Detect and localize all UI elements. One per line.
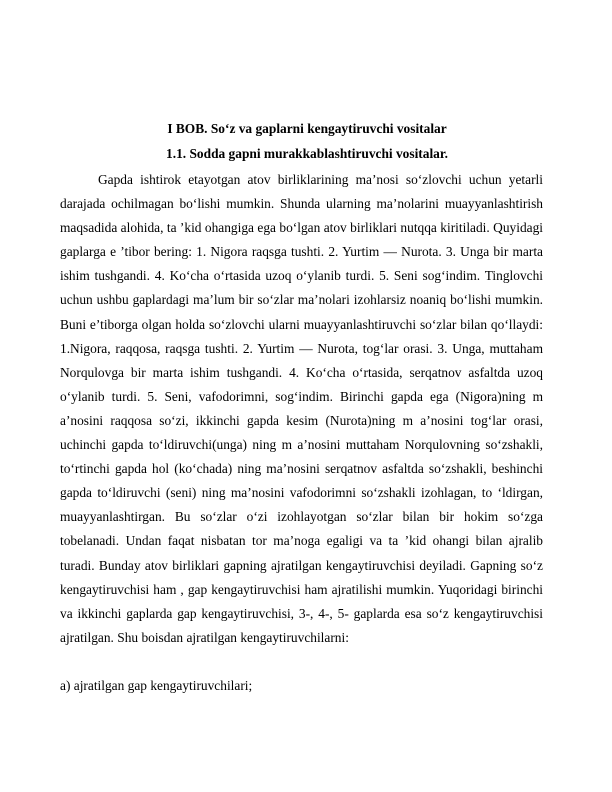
body-paragraph: Gapda ishtirok etayotgan atov birliklarining ma’nosi so‘zlovchi uchun yetarli darajada ochilmagan bo‘lishi mumkin. Shunda ularning ma’nolarini muayyanlashtirish maqsadida alohida, ta ’kid ohangiga ega bo‘lgan atov birliklari nutqqa kiritiladi. Quyidagi gaplarga e ’tibor bering: 1. Nigora raqsga tushti. 2. Yurtim — Nurota. 3. Unga bir marta ishim tushgandi. 4. Ko‘cha o‘rtasida uzoq o‘ylanib turdi. 5. Seni sog‘indim. Tinglovchi uchun ushbu gaplardagi ma’lum bir so‘zlar ma’nolari izohlarsiz noaniq bo‘lishi mumkin. Buni e’tiborga olgan holda so‘zlovchi ularni muayyanlashtiruvchi so‘zlar bilan qo‘llaydi: 1.Nigora, raqqosa, raqsga tushti. 2. Yurtim — Nurota, tog‘lar orasi. 3. Unga, muttaham Norqulovga bir marta ishim tushgandi. 4. Ko‘cha o‘rtasida, serqatnov asfaltda uzoq o‘ylanib turdi. 5. Seni, vafodorimni, sog‘indim. Birinchi gapda ega (Nigora)ning m a’nosini raqqosa so‘zi, ikkinchi gapda kesim (Nurota)ning m a’nosini tog‘lar orasi, uchinchi gapda to‘ldiruvchi(unga) ning m a’nosini muttaham Norqulovning so‘zshakli, to‘rtinchi gapda hol (ko‘chada) ning ma’nosini serqatnov asfaltda so‘zshakli, beshinchi gapda to‘ldiruvchi (seni) ning ma’nosini vafodorimni so‘zshakli izohlagan, to ‘ldirgan, muayyanlashtirgan. Bu so‘zlar o‘zi izohlayotgan so‘zlar bilan bir hokim so‘zga tobelanadi. Undan faqat nisbatan tor ma’noga egaligi va ta ’kid ohangi bilan ajralib turadi. Bunday atov birliklari gapning ajratilgan kengaytiruvchisi deyiladi. Gapning so‘z kengaytiruvchisi ham , gap kengaytiruvchisi ham ajratilishi mumkin. Yuqoridagi birinchi va ikkinchi gaplarda gap kengaytiruvchisi, 3-, 4-, 5- gaplarda esa so‘z kengaytiruvchisi ajratilgan. Shu boisdan ajratilgan kengaytiruvchilarni: [60, 172, 543, 645]
section-heading: 1.1. Sodda gapni murakkablashtiruvchi vositalar. [166, 146, 448, 161]
list-item-a: a) ajratilgan gap kengaytiruvchilari; [60, 678, 253, 693]
chapter-heading: I BOB. So‘z va gaplarni kengaytiruvchi vositalar [167, 121, 447, 136]
